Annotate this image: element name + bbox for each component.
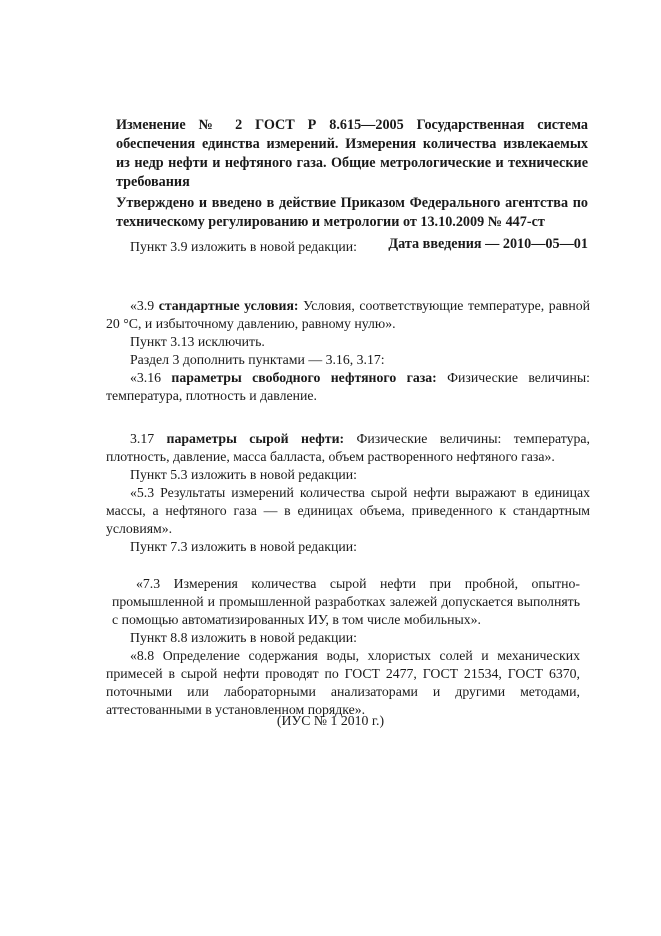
clause-number: 3.17 xyxy=(130,431,167,446)
paragraph: Пункт 8.8 изложить в новой редакции: xyxy=(130,630,357,645)
defined-term: параметры сырой нефти: xyxy=(166,431,345,446)
paragraph: Пункт 5.3 изложить в новой редакции: xyxy=(130,467,357,482)
amendment-title: Изменение № 2 ГОСТ Р 8.615—2005 Государственная система обеспечения единства измерений. Измерения количества извлекаемых из недр нефти и нефтяного газа. Общие метрологические и технические требования xyxy=(116,117,588,190)
definition-text: Физические величины: температура, плотность, давление, масса балласта, объем растворенного нефтяного газа». xyxy=(106,431,590,464)
paragraph: «7.3 Измерения количества сырой нефти при пробной, опытно-промышленной и промышленной разработках залежей допускается выполнять с помощью автоматизированных ИУ, в том числе мобильных». xyxy=(112,576,580,627)
defined-term: параметры свободного нефтяного газа: xyxy=(171,370,437,385)
definition-text: Физические величины: температура, плотность и давление. xyxy=(106,370,590,403)
definition-text: Условия, соответствующие температуре, равной 20 °С, и избыточному давлению, равному нулю». xyxy=(106,298,590,331)
section-3 xyxy=(106,430,590,556)
definition-3-16 xyxy=(106,369,590,405)
section-4 xyxy=(106,575,580,719)
paragraph: Пункт 3.9 изложить в новой редакции: xyxy=(130,239,357,254)
section-1 xyxy=(106,238,590,256)
definition-3-17 xyxy=(106,430,590,466)
source-reference: (ИУС № 1 2010 г.) xyxy=(276,713,385,728)
paragraph: Пункт 7.3 изложить в новой редакции: xyxy=(130,539,357,554)
section-2 xyxy=(106,297,590,405)
approval-statement: Утверждено и введено в действие Приказом Федерального агентства по техническому регулированию и метрологии от 13.10.2009 № 447-ст xyxy=(116,195,588,230)
paragraph: «5.3 Результаты измерений количества сырой нефти выражают в единицах массы, а нефтяного газа — в единицах объема, приведенного к стандартным условиям». xyxy=(106,485,590,536)
effective-date: Дата введения — 2010—05—01 xyxy=(388,236,588,252)
definition-3-9 xyxy=(106,297,590,333)
paragraph: Пункт 3.13 исключить. xyxy=(130,334,265,349)
document-header xyxy=(116,116,588,254)
clause-number: «3.9 xyxy=(130,298,159,313)
defined-term: стандартные условия: xyxy=(158,298,299,313)
paragraph: Раздел 3 дополнить пунктами — 3.16, 3.17: xyxy=(130,352,385,367)
clause-number: «3.16 xyxy=(130,370,172,385)
paragraph: «8.8 Определение содержания воды, хлористых солей и механических примесей в сырой нефти проводят по ГОСТ 2477, ГОСТ 21534, ГОСТ 6370, поточными или лабораторными анализаторами и другими методами, аттестованными в установленном порядке». xyxy=(106,648,580,717)
